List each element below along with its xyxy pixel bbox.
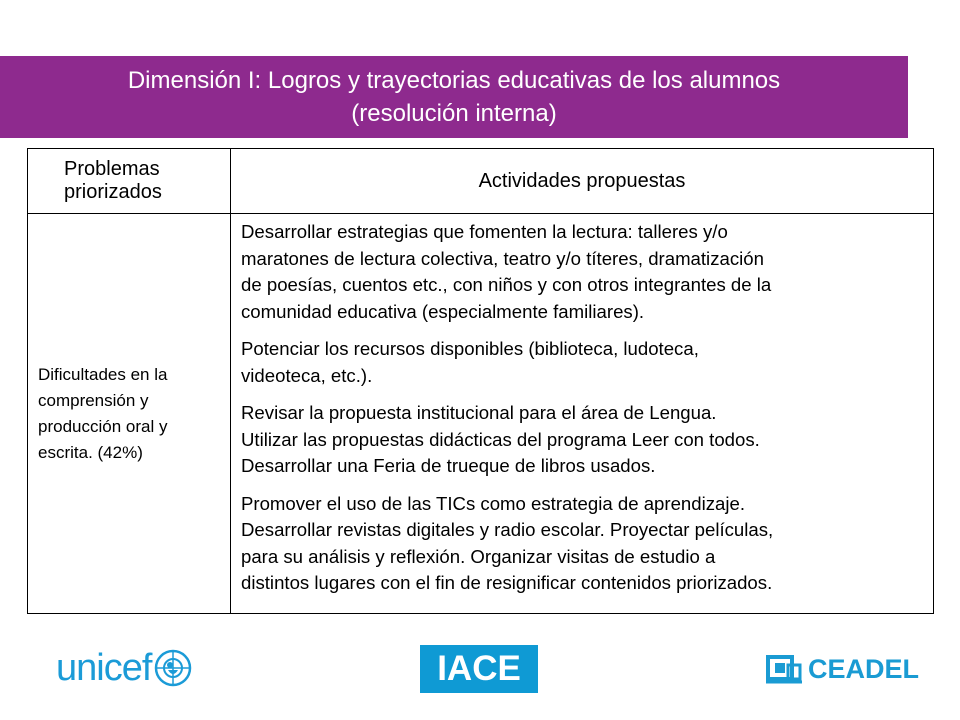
activity-paragraph-4 — [241, 491, 925, 597]
table-row — [28, 214, 934, 614]
problem-line: escrita. (42%) — [38, 442, 143, 462]
activity-line: de poesías, cuentos etc., con niños y con otros integrantes de la — [241, 274, 772, 295]
unicef-wordmark: unicef — [56, 647, 152, 689]
table-header-row — [28, 149, 934, 214]
ceadel-emblem-icon — [766, 653, 802, 685]
activity-line: Desarrollar una Feria de trueque de libros usados. — [241, 455, 656, 476]
activity-line: distintos lugares con el fin de resignificar contenidos priorizados. — [241, 572, 773, 593]
ceadel-logo — [766, 652, 919, 686]
unicef-emblem-icon — [153, 648, 193, 688]
activity-paragraph-1 — [241, 219, 925, 325]
activity-line: Promover el uso de las TICs como estrategia de aprendizaje. — [241, 492, 746, 514]
activity-line: Revisar la propuesta institucional para el área de Lengua. — [241, 402, 717, 423]
activities-cell — [231, 214, 934, 614]
activity-line: para su análisis y reflexión. Organizar visitas de estudio a — [241, 545, 716, 567]
problem-cell — [28, 214, 231, 614]
ceadel-wordmark: CEADEL — [808, 653, 920, 684]
column-header-problems-line-1: Problemas — [64, 158, 160, 180]
problem-line: Dificultades en la — [38, 364, 168, 384]
activity-line: Utilizar las propuestas didácticas del programa Leer con todos. — [241, 428, 760, 450]
activity-line: maratones de lectura colectiva, teatro y/o títeres, dramatización — [241, 247, 764, 269]
activity-line: Desarrollar estrategias que fomenten la lectura: talleres y/o — [241, 221, 728, 242]
page-title-line-1: Dimensión I: Logros y trayectorias educativas de los alumnos — [127, 67, 781, 94]
activity-line: videoteca, etc.). — [241, 364, 373, 386]
page-title-line-2: (resolución interna) — [351, 100, 557, 127]
column-header-problems — [28, 149, 231, 214]
activity-line: Potenciar los recursos disponibles (biblioteca, ludoteca, — [241, 338, 699, 359]
activity-line: comunidad educativa (especialmente familiares). — [241, 300, 645, 322]
problem-line: comprensión y — [38, 390, 149, 410]
column-header-activities: Actividades propuestas — [231, 149, 934, 214]
activity-line: Desarrollar revistas digitales y radio escolar. Proyectar películas, — [241, 519, 774, 540]
unicef-logo — [56, 648, 193, 688]
title-bar — [0, 56, 908, 138]
activity-paragraph-2 — [241, 336, 925, 389]
activities-table — [27, 148, 934, 614]
problem-line: producción oral y — [38, 416, 168, 436]
column-header-problems-line-2: priorizados — [64, 181, 162, 203]
activity-paragraph-3 — [241, 400, 925, 480]
iace-logo: IACE — [420, 645, 538, 693]
